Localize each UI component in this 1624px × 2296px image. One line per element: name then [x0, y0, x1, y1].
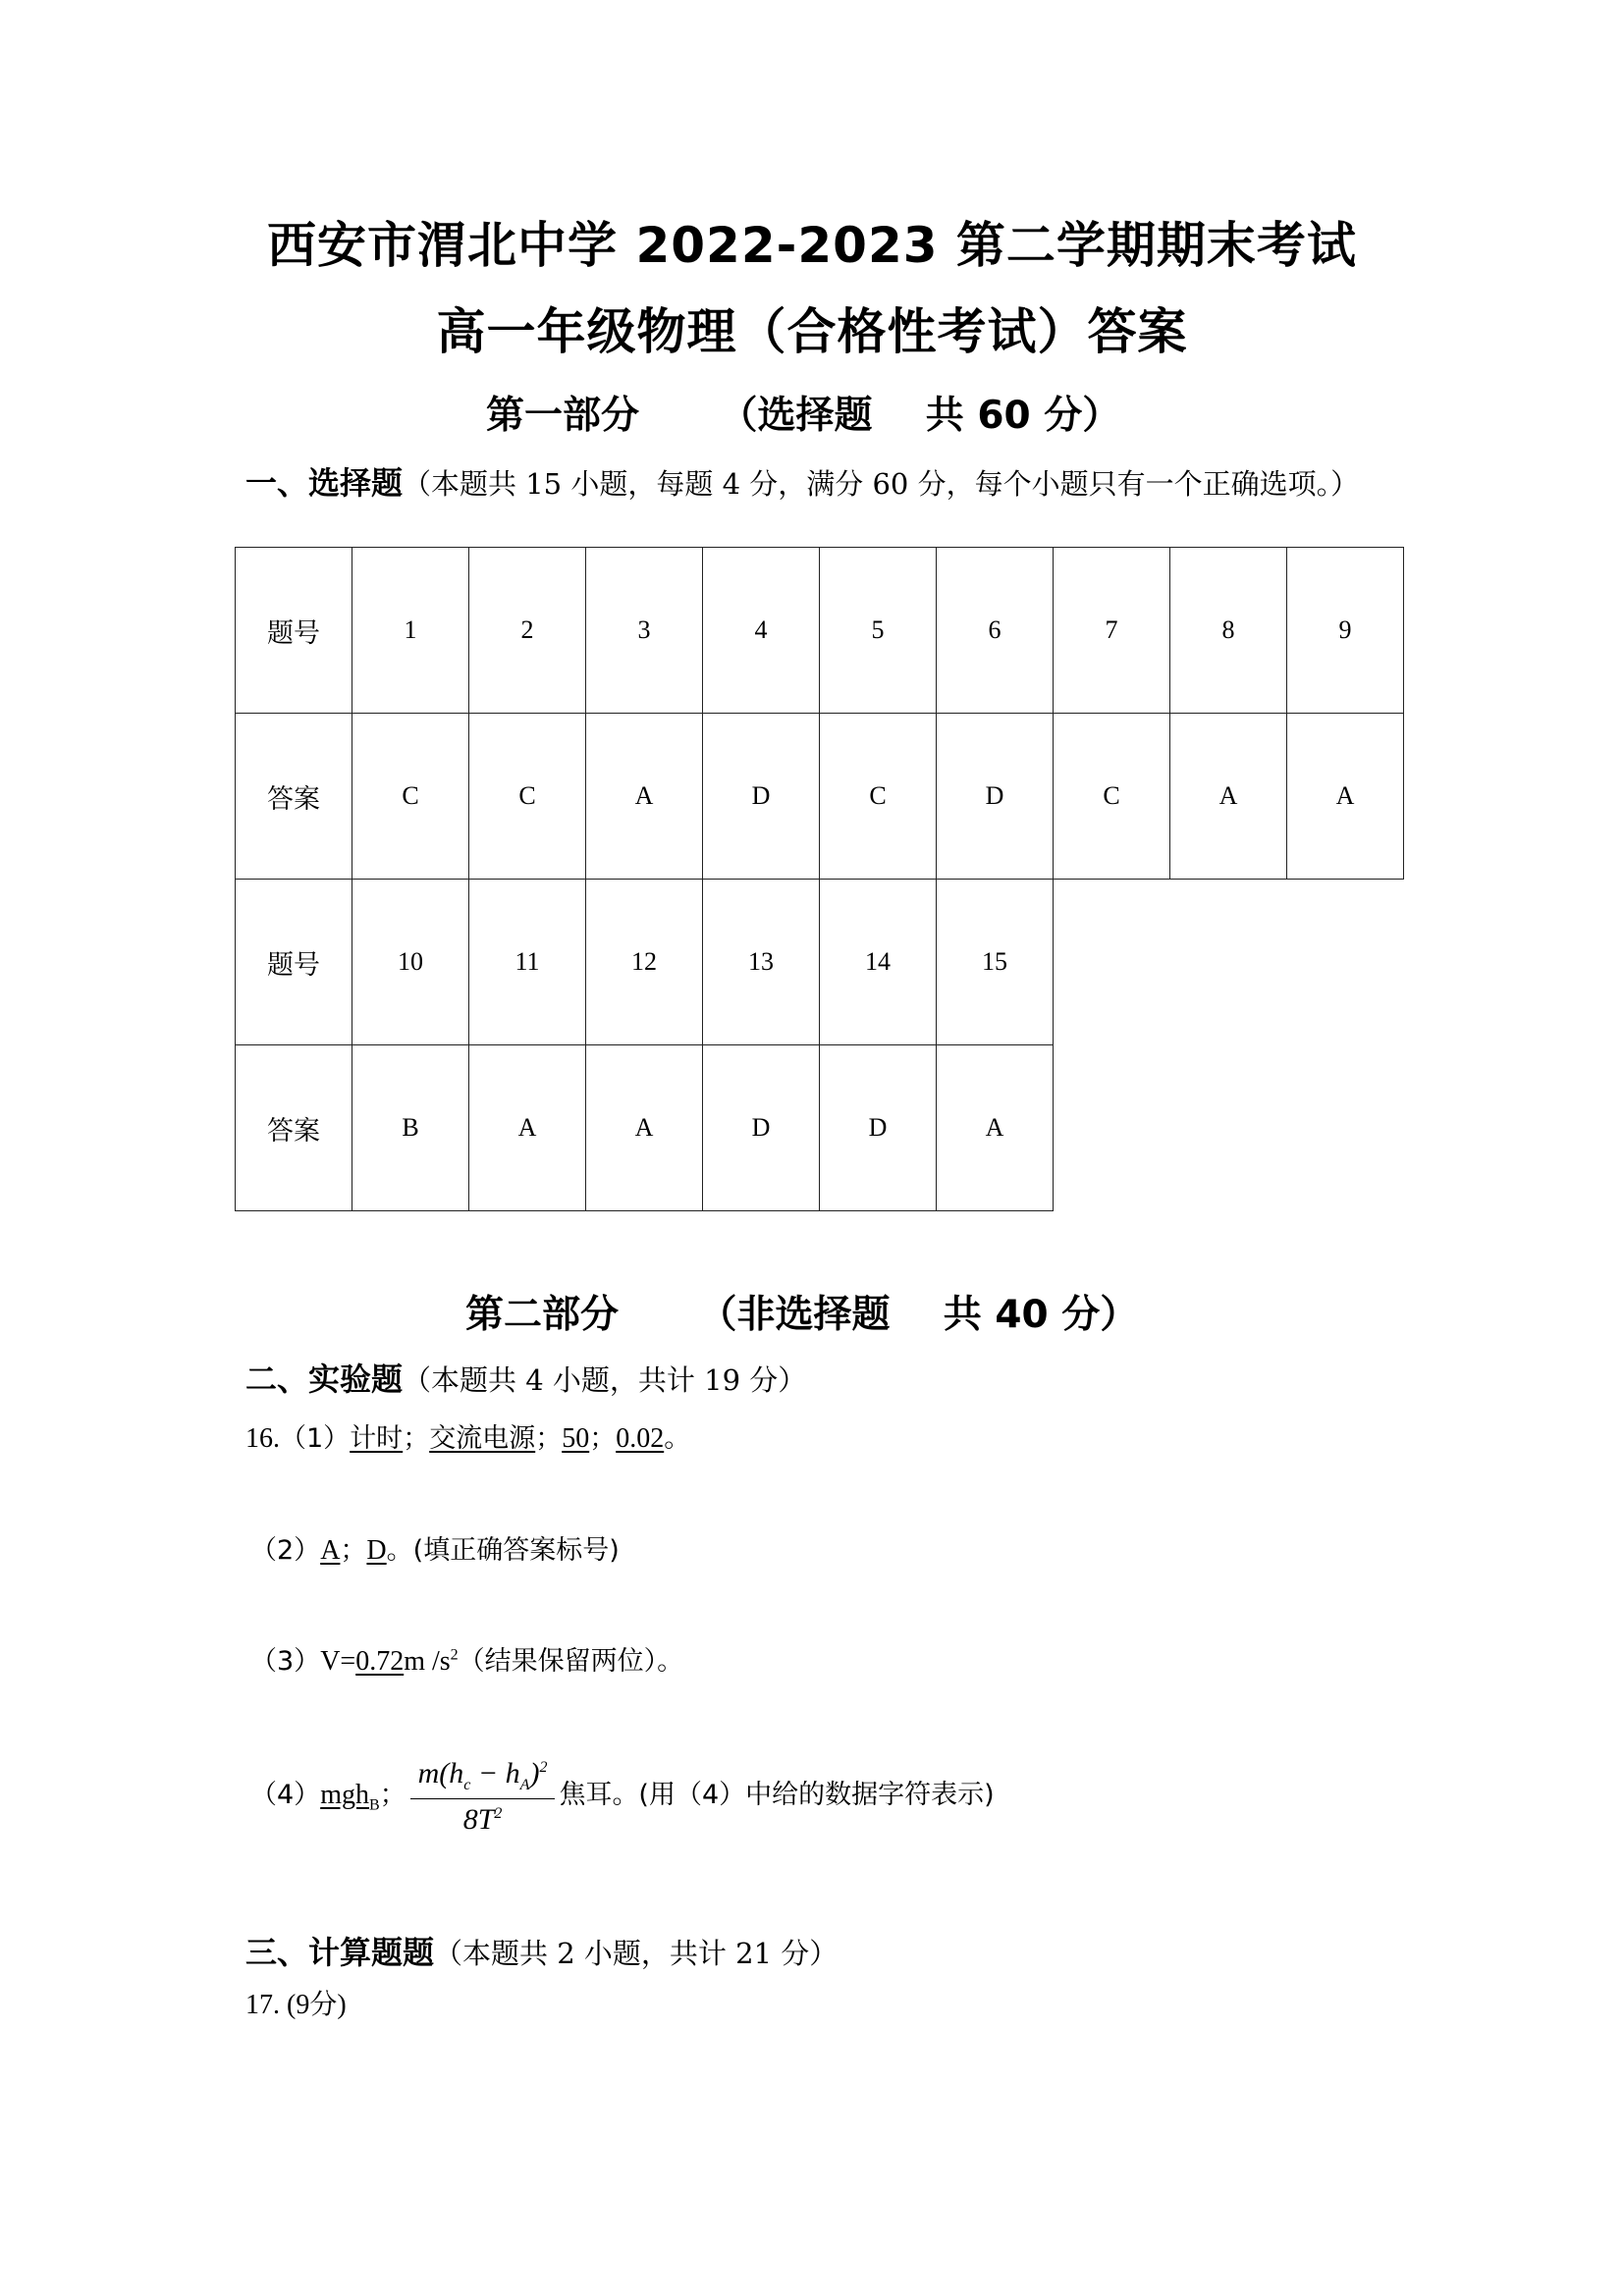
q16-part3 [250, 1639, 683, 1678]
fraction-formula [410, 1757, 556, 1837]
section3-label: 三、计算题题 [245, 1934, 435, 1971]
row-label-number: 题号 [236, 880, 352, 1045]
question-number: 16. [245, 1423, 280, 1454]
answer-blank: 0.72 [355, 1646, 405, 1677]
empty-cell [1054, 1045, 1170, 1211]
question-number: 1 [352, 548, 469, 714]
document-title-line2: 高一年级物理（合格性考试）答案 [436, 303, 1188, 360]
answer-blank: A [320, 1535, 341, 1566]
empty-cell [1287, 880, 1404, 1045]
question-number: 15 [937, 880, 1054, 1045]
section1-heading [245, 458, 1359, 504]
period: 。 [664, 1423, 691, 1454]
sub-question-label: （1） [280, 1423, 351, 1454]
separator: ； [403, 1423, 430, 1454]
sub-question-label: （2） [250, 1535, 321, 1566]
empty-cell [1170, 880, 1287, 1045]
answer-blank: 计时 [350, 1423, 404, 1454]
formula-text: mgh [320, 1779, 369, 1810]
answer-cell: D [820, 1045, 937, 1211]
question-number: 5 [820, 548, 937, 714]
section1-note: （本题共 15 小题，每题 4 分，满分 60 分，每个小题只有一个正确选项。） [403, 467, 1360, 501]
question-number: 4 [703, 548, 820, 714]
table-row-answers-2 [236, 1045, 1404, 1211]
sub-question-label: （4） [250, 1779, 321, 1810]
answer-cell: D [703, 714, 820, 880]
empty-cell [1170, 1045, 1287, 1211]
unit-text: m /s [404, 1646, 451, 1677]
document-title-line1: 西安市渭北中学 2022-2023 第二学期期末考试 [267, 217, 1357, 274]
instruction-note: 。(填正确答案标号) [386, 1535, 620, 1566]
question-number: 11 [469, 880, 586, 1045]
fraction-numerator: $m(h_c - h_A)^2$ [410, 1757, 556, 1799]
empty-cell [1287, 1045, 1404, 1211]
section3-note: （本题共 2 小题，共计 21 分） [434, 1937, 839, 1970]
row-label-number: 题号 [236, 548, 352, 714]
q16-part4 [250, 1757, 995, 1837]
answer-cell: A [586, 714, 703, 880]
answer-cell: D [937, 714, 1054, 880]
answer-blank: 0.02 [616, 1423, 665, 1454]
answer-blank [320, 1779, 380, 1814]
answer-cell: A [1170, 714, 1287, 880]
answer-cell: A [469, 1045, 586, 1211]
section3-heading [245, 1928, 838, 1973]
instruction-note: 。(用（4）中给的数据字符表示) [612, 1779, 995, 1810]
question-number: 6 [937, 548, 1054, 714]
answer-table [235, 547, 1404, 1211]
answer-blank: D [366, 1535, 387, 1566]
section2-label: 二、实验题 [245, 1361, 404, 1398]
section2-note: （本题共 4 小题，共计 19 分） [403, 1363, 807, 1397]
unit-text: 焦耳 [559, 1779, 613, 1810]
section2-heading [245, 1355, 806, 1400]
unit-exponent: 2 [450, 1646, 459, 1664]
answer-cell: A [1287, 714, 1404, 880]
answer-cell: C [820, 714, 937, 880]
table-row-answers-1 [236, 714, 1404, 880]
separator: ； [379, 1779, 406, 1810]
answer-cell: B [352, 1045, 469, 1211]
question-number: 9 [1287, 548, 1404, 714]
question-number: 3 [586, 548, 703, 714]
q16-part1 [245, 1416, 690, 1455]
instruction-note: （结果保留两位）。 [458, 1646, 684, 1677]
question-number: 2 [469, 548, 586, 714]
answer-blank: 50 [562, 1423, 590, 1454]
question-number: 14 [820, 880, 937, 1045]
separator: ； [535, 1423, 563, 1454]
question-number: 12 [586, 880, 703, 1045]
variable-label: V= [320, 1646, 356, 1677]
fraction-denominator: $8T^2$ [462, 1803, 503, 1836]
row-label-answer: 答案 [236, 714, 352, 880]
empty-cell [1054, 880, 1170, 1045]
answer-blank: 交流电源 [429, 1423, 536, 1454]
answer-cell: C [352, 714, 469, 880]
question-number: 7 [1054, 548, 1170, 714]
answer-cell: A [937, 1045, 1054, 1211]
part1-heading: 第一部分 （选择题 共 60 分） [486, 394, 1121, 438]
answer-cell: C [1054, 714, 1170, 880]
answer-cell: A [586, 1045, 703, 1211]
q16-part2 [250, 1528, 620, 1567]
q17-heading: 17. (9分) [245, 1990, 347, 2020]
sub-question-label: （3） [250, 1646, 321, 1677]
part2-heading: 第二部分 （非选择题 共 40 分） [465, 1293, 1139, 1337]
question-number: 10 [352, 880, 469, 1045]
section1-label: 一、选择题 [245, 464, 404, 502]
separator: ； [340, 1535, 367, 1566]
answer-cell: C [469, 714, 586, 880]
answer-cell: D [703, 1045, 820, 1211]
table-row-numbers-1 [236, 548, 1404, 714]
question-number: 13 [703, 880, 820, 1045]
table-row-numbers-2 [236, 880, 1404, 1045]
separator: ； [589, 1423, 617, 1454]
row-label-answer: 答案 [236, 1045, 352, 1211]
formula-subscript: B [368, 1796, 380, 1814]
question-number: 8 [1170, 548, 1287, 714]
